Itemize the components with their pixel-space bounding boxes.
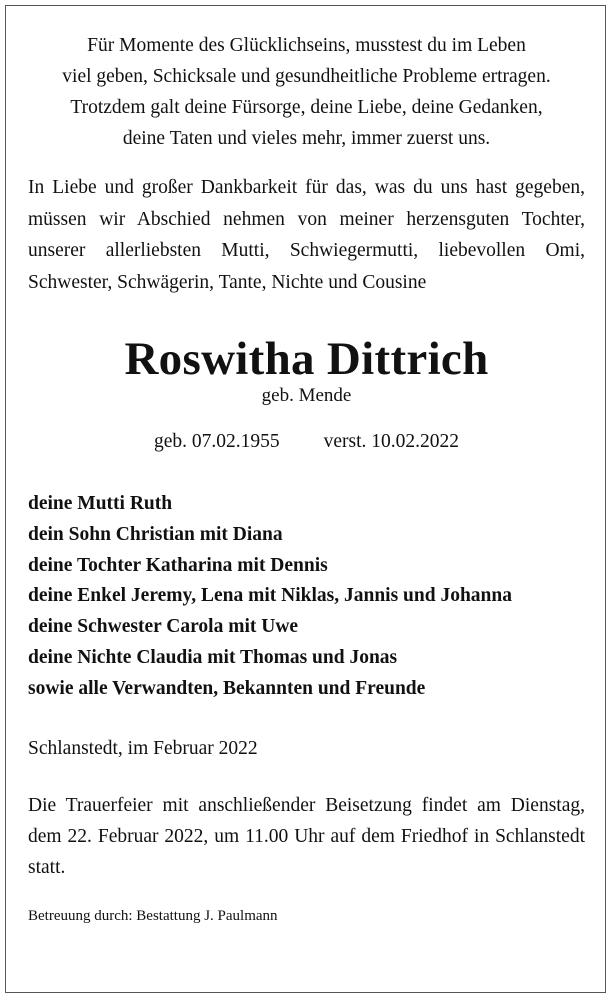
life-dates (28, 429, 585, 455)
birth-date: geb. 07.02.1955 (153, 431, 280, 452)
family-line: dein Sohn Christian mit Diana (28, 523, 283, 545)
place-date: Schlanstedt, im Februar 2022 (28, 737, 258, 759)
funeral-info: Die Trauerfeier mit anschließender Beisetzung findet am Dienstag, dem 22. Februar 2022, um 11.00 Uhr auf dem Friedhof in Schlanstedt statt. (28, 794, 585, 878)
family-line: deine Enkel Jeremy, Lena mit Niklas, Jannis und Johanna (28, 585, 512, 607)
family-line: sowie alle Verwandten, Bekannten und Freunde (28, 677, 426, 699)
intro-text: In Liebe und großer Dankbarkeit für das, was du uns hast gegeben, müssen wir Abschied nehmen von meiner herzensguten Tochter, unserer allerliebsten Mutti, Schwiegermutti, liebevollen Omi, Schwester, Schwägerin, Tante, Nichte und Cousine (28, 177, 585, 293)
obituary-notice (28, 30, 585, 926)
poem (28, 30, 585, 154)
born-name: geb. Mende (261, 385, 352, 406)
poem-line: Für Momente des Glücklichseins, musstest du im Leben (87, 35, 526, 56)
poem-line: viel geben, Schicksale und gesundheitliche Probleme ertragen. (62, 66, 551, 87)
funeral-home-credit: Betreuung durch: Bestattung J. Paulmann (28, 907, 278, 924)
poem-line: Trotzdem galt deine Fürsorge, deine Liebe, deine Gedanken, (70, 97, 543, 118)
poem-line: deine Taten und vieles mehr, immer zuerst uns. (122, 128, 491, 149)
family-line: deine Mutti Ruth (28, 493, 173, 514)
family-list (28, 489, 585, 705)
family-line: deine Schwester Carola mit Uwe (28, 616, 299, 638)
deceased-name: Roswitha Dittrich (124, 333, 489, 385)
family-line: deine Tochter Katharina mit Dennis (28, 554, 328, 576)
death-date: verst. 10.02.2022 (323, 431, 460, 452)
family-line: deine Nichte Claudia mit Thomas und Jonas (28, 646, 398, 668)
